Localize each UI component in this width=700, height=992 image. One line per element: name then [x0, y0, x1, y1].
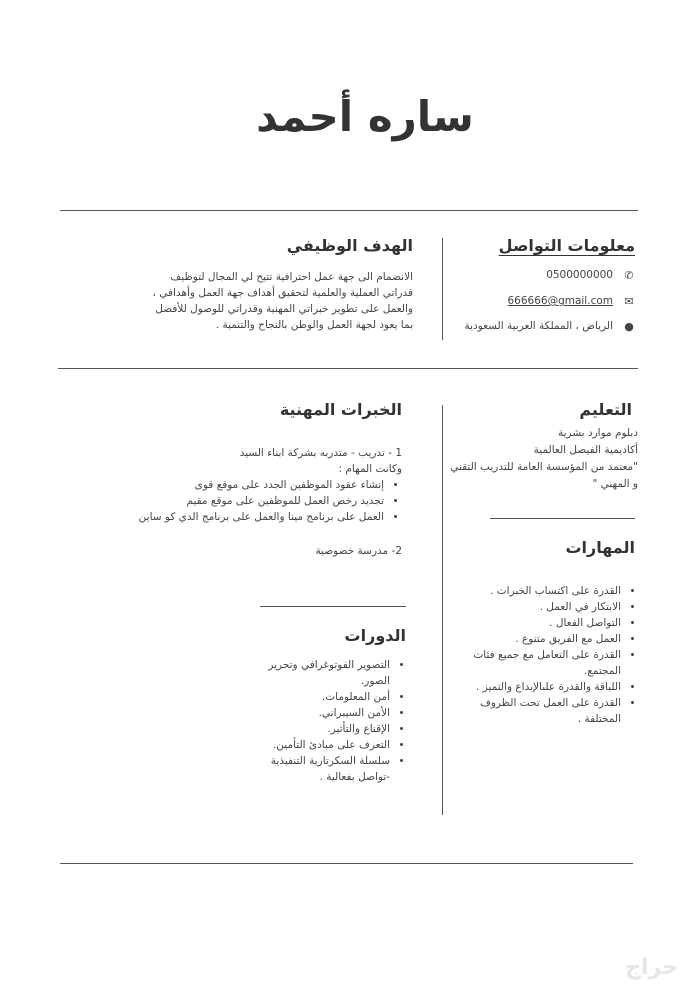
courses-list: [256, 657, 406, 785]
job-1: 1 - تدريب - متدربه بشركة ابناء السيد: [239, 447, 402, 459]
task-item: • العمل على برنامج مينا والعمل على برنامج الدي كو ساين: [122, 509, 384, 525]
experience-section: [122, 400, 402, 559]
course-item: • الإقناع والتأثير.: [256, 721, 390, 737]
education-institution: أكاديمية الفيصل العالمية: [533, 444, 638, 456]
contact-section: [445, 236, 635, 334]
phone-icon: ✆: [624, 268, 634, 282]
objective-title: الهدف الوظيفي: [286, 236, 413, 255]
contact-location: [445, 318, 635, 334]
course-item: • أمن المعلومات.: [256, 689, 390, 705]
divider: [490, 518, 635, 519]
tasks-label: وكانت المهام :: [338, 463, 402, 475]
course-item: • الأمن السيبراني.: [256, 705, 390, 721]
skill-item: • اللباقة والقدرة علىالإبداع والتميز .: [465, 679, 621, 695]
skill-item: • الابتكار في العمل .: [465, 599, 621, 615]
course-item: • التعرف على مبادئ التأمين.: [256, 737, 390, 753]
divider: [60, 210, 638, 211]
skill-item: • القدرة على التعامل مع جميع فئات المجتمع.: [465, 647, 621, 679]
divider: [442, 238, 443, 340]
tasks-list: [122, 477, 402, 525]
contact-phone: [445, 267, 635, 283]
objective-text: الانضمام الى جهة عمل احترافية تتيح لي المجال لتوظيف قدراتي العملية والعلمية لتحقيق أهداف جهة العمل وأهدافي ، والعمل على تطوير خبراتي المهنية وقدراتي للوصول للأفضل بما يعود لجهة العمل والوطن بالنجاح والتنمية .: [152, 271, 413, 331]
divider: [442, 405, 443, 815]
divider: [58, 368, 638, 369]
skill-item: • القدرة على العمل تحت الظروف المختلفة .: [465, 695, 621, 727]
task-item: • إنشاء عقود الموظفين الجدد على موقع قوى: [122, 477, 384, 493]
location-pin-icon: ●: [624, 319, 634, 333]
divider: [60, 863, 633, 864]
job-2: 2- مدرسة خصوصية: [315, 545, 402, 557]
skill-item: • التواصل الفعال .: [465, 615, 621, 631]
candidate-name: ساره أحمد: [256, 92, 474, 141]
envelope-icon: ✉: [624, 294, 634, 308]
course-item: • سلسلة السكرتارية التنفيذية -تواصل بفعالية .: [256, 753, 390, 785]
skills-list: [465, 583, 635, 727]
courses-section: [256, 626, 406, 785]
divider: [260, 606, 406, 607]
course-item: • التصوير الفوتوغرافي وتحرير الصور.: [256, 657, 390, 689]
objective-section: [141, 236, 413, 333]
skills-title: المهارات: [565, 538, 635, 557]
contact-title: معلومات التواصل: [498, 236, 635, 255]
skill-item: • العمل مع الفريق متنوع .: [465, 631, 621, 647]
education-title: التعليم: [579, 400, 632, 419]
task-item: • تجديد رخص العمل للموظفين على موقع مقيم: [122, 493, 384, 509]
skills-section: [465, 538, 635, 727]
phone-text: 0500000000: [546, 269, 613, 281]
watermark-logo: حراج: [625, 955, 678, 980]
skill-item: • القدرة على اكتساب الخبرات .: [465, 583, 621, 599]
education-section: [442, 400, 638, 493]
experience-title: الخبرات المهنية: [279, 400, 402, 419]
location-text: الرياض ، المملكة العربية السعودية: [464, 320, 613, 332]
education-accreditation: "معتمد من المؤسسة العامة للتدريب التقني و المهني ": [450, 461, 638, 490]
courses-title: الدورات: [344, 626, 406, 645]
email-link[interactable]: 666666@gmail.com: [507, 295, 613, 307]
education-degree: دبلوم موارد بشرية: [557, 427, 638, 439]
contact-email: [445, 293, 635, 309]
